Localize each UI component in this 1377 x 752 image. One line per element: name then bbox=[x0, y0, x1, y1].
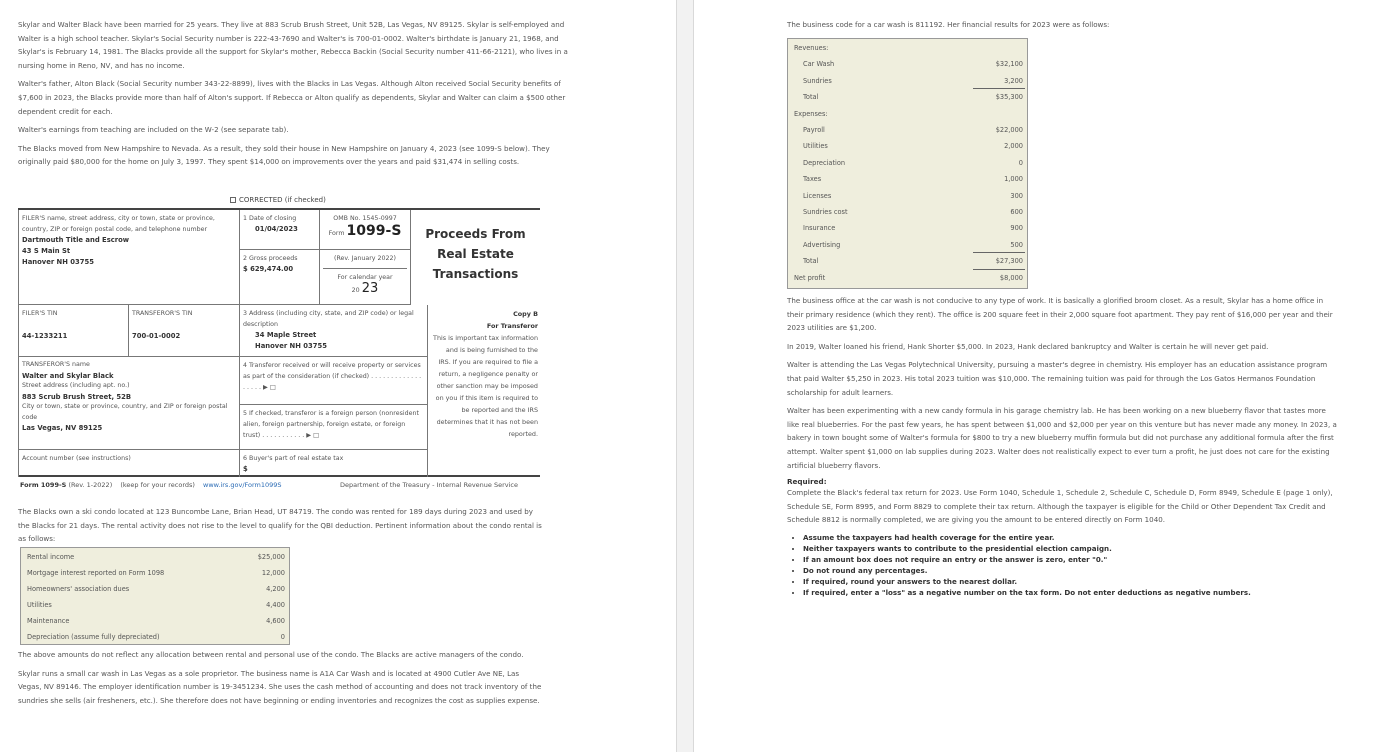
table-row bbox=[21, 613, 289, 629]
list-item: • If an amount box does not require an entry or the answer is zero, enter "0." bbox=[803, 554, 1337, 565]
transferor-tin-cell: TRANSFEROR'S TIN 700-01-0002 bbox=[129, 305, 240, 357]
row-value: 4,200 bbox=[266, 585, 285, 593]
row-label: Depreciation (assume fully depreciated) bbox=[27, 633, 160, 641]
row-value: 4,400 bbox=[266, 601, 285, 609]
instructions-list bbox=[803, 532, 1337, 598]
copy-b-notice: Copy B For Transferor This is important tax information and is being furnished to the IRS. If you are required to file a return, a negligence penalty or other sanction may be imposed on you if this item is required to be reported and the IRS determines that it has not been reported. bbox=[433, 310, 538, 438]
row-value: 500 bbox=[1010, 240, 1023, 249]
row-value: 12,000 bbox=[261, 569, 285, 577]
corrected-checkbox[interactable] bbox=[230, 197, 236, 203]
row-label: Sundries cost bbox=[803, 208, 848, 216]
transferor-street: 883 Scrub Brush Street, 52B bbox=[22, 392, 132, 401]
row-value: $22,000 bbox=[995, 126, 1023, 134]
row-value: $35,300 bbox=[995, 93, 1023, 102]
row-label: Taxes bbox=[803, 175, 822, 184]
transferor-info-cell: TRANSFEROR'S name Walter and Skylar Black Street address (including apt. no.) 883 Scrub Brush Street, 52B City or town, state or province, country, and ZIP or foreign postal code Las Vegas, NV 89125 bbox=[18, 357, 240, 450]
box-5-foreign-person: 5 If checked, transferor is a foreign person (nonresident alien, foreign partnership, foreign estate, or foreign trust) . . . . . . . . . . . ▶ □ bbox=[240, 405, 428, 450]
filer-tin: 44-1233211 bbox=[22, 332, 68, 340]
row-label: Car Wash bbox=[803, 60, 835, 69]
filer-name: Dartmouth Title and Escrow bbox=[22, 236, 130, 244]
row-value: 900 bbox=[1010, 224, 1023, 233]
row-label: Utilities bbox=[803, 142, 828, 151]
table-row bbox=[788, 155, 1027, 171]
row-label: Advertising bbox=[803, 240, 841, 249]
table-row bbox=[21, 597, 289, 613]
form-1099s bbox=[18, 208, 540, 477]
irs-form-link[interactable]: www.irs.gov/Form1099S bbox=[203, 481, 282, 489]
table-row bbox=[21, 629, 289, 645]
condo-rental-table bbox=[20, 547, 290, 645]
row-value: $25,000 bbox=[257, 553, 285, 561]
row-value: 0 bbox=[1018, 158, 1023, 167]
table-row bbox=[788, 237, 1027, 253]
business-code-intro: The business code for a car wash is 811192. Her financial results for 2023 were as follows: bbox=[787, 20, 1110, 29]
transferor-tin: 700-01-0002 bbox=[132, 332, 181, 340]
table-row bbox=[788, 56, 1027, 72]
box-1-date-of-closing: 1 Date of closing 01/04/2023 bbox=[240, 210, 320, 250]
row-value: 300 bbox=[1010, 191, 1023, 200]
table-row bbox=[788, 106, 1027, 122]
intro-text bbox=[18, 18, 573, 169]
row-value: 600 bbox=[1010, 208, 1023, 216]
paragraph: Skylar and Walter Black have been married for 25 years. They live at 883 Scrub Brush Street, Unit 52B, Las Vegas, NV 89125. Skylar is self-employed and Walter is a high school teacher. Skylar's Social Security number is 222-43-7690 and Walter's is 700-01-0002. Walter's birthdate is January 21, 1968, and Skylar's is February 14, 1981. The Blacks provide all the support for Skylar's mother, Rebecca Backin (Social Security number 411-66-2121), who lives in a nursing home in Reno, NV, and has no income. bbox=[18, 20, 568, 70]
table-row bbox=[21, 565, 289, 581]
table-row bbox=[788, 40, 1027, 56]
box-4-property-received: 4 Transferor received or will receive property or services as part of the consideration (if checked) . . . . . . . . . . . . . . . . . . ▶ □ bbox=[240, 357, 428, 405]
row-value: 2,000 bbox=[1004, 142, 1023, 151]
list-item: • Assume the taxpayers had health coverage for the entire year. bbox=[803, 532, 1337, 543]
table-row bbox=[788, 73, 1027, 89]
account-number-cell: Account number (see instructions) bbox=[18, 450, 240, 477]
row-label: Total bbox=[803, 93, 819, 102]
paragraph: Walter's earnings from teaching are included on the W-2 (see separate tab). bbox=[18, 125, 289, 135]
row-label: Payroll bbox=[803, 126, 825, 134]
row-label: Net profit bbox=[794, 273, 826, 282]
table-row bbox=[788, 188, 1027, 204]
filer-address-2: Hanover NH 03755 bbox=[22, 258, 94, 266]
row-label: Revenues: bbox=[794, 44, 829, 52]
filer-address-1: 43 S Main St bbox=[22, 247, 71, 255]
table-row bbox=[788, 253, 1027, 269]
row-value: 4,600 bbox=[266, 617, 285, 625]
filer-tin-cell: FILER'S TIN 44-1233211 bbox=[18, 305, 129, 357]
row-value: $8,000 bbox=[999, 273, 1023, 282]
form-title: Proceeds From Real Estate Transactions bbox=[425, 227, 526, 281]
row-value: $32,100 bbox=[995, 60, 1023, 69]
box-2-gross-proceeds: 2 Gross proceeds $ 629,474.00 bbox=[240, 250, 320, 305]
table-row bbox=[788, 171, 1027, 187]
row-value: 1,000 bbox=[1004, 175, 1023, 184]
list-item: • Do not round any percentages. bbox=[803, 565, 1337, 576]
row-label: Utilities bbox=[27, 601, 52, 609]
right-paragraphs: The business office at the car wash is not conducive to any type of work. It is basically a glorified broom closet. As a result, Skylar has a home office in their primary residence (which they rent). The office is 200 square feet in their 2,000 square foot apartment. They pay rent of $16,000 per year and their 2023 utilities are $1,200. In 2019, Walter loaned his friend, Hank Shorter $5,000. In 2023, Hank declared bankruptcy and Walter is certain he will never get paid. Walter is attending the Las Vegas Polytechnical University, pursuing a master's degree in chemistry. His employer has an education assistance program that paid Walter $5,250 in 2023. His total 2023 tuition was $10,000. The remaining tuition was paid for through the Los Gatos Hermanos Foundation scholarship for adult learners. Walter has been experimenting with a new candy formula in his garage chemistry lab. He has been working on a new blueberry flavor that tastes more like real blueberries. For the past few years, he has spent between $1,000 and $2,000 per year on this venture but has never made any money. In 2023, a bakery in town bought some of Walter's formula for $800 to try a new blueberry muffin formula but did not purchase any additional formula after the first attempt. Walter spent $1,000 on lab supplies during 2023. Walter does not realistically expect to ever turn a profit, he just does not care for the existing artificial blueberry flavors. Required: Complete the Black's federal tax return for 2023. Use Form 1040, Schedule 1, Schedule 2, Schedule C, Schedule D, Form 8949, Schedule E (page 1 only), Schedule SE, Form 8995, and Form 8829 to complete their tax return. Although the taxpayer is eligible for the Child or Other Dependent Tax Credit and Schedule 8812 is normally completed, we are giving you the amount to be entered directly on Form 1040. • Assume the taxpayers had health coverage for the entire year. • Neither taxpayers wants to contribute to the presidential election campaign. • If an amount box does not require an entry or the answer is zero, enter "0." • Do not round any percentages. • If required, round your answers to the nearest dollar. • If required, enter a "loss" as a negative number on the tax form. Do not enter deductions as negative numbers. bbox=[787, 294, 1337, 598]
row-label: Expenses: bbox=[794, 109, 828, 118]
car-wash-description: The above amounts do not reflect any allocation between rental and personal use of the condo. The Blacks are active managers of the condo. Skylar runs a small car wash in Las Vegas as a sole proprietor. The business name is A1A Car Wash and is located at 4900 Cutler Ave NE, Las Vegas, NV 89146. The employer identification number is 19-3451234. She uses the cash method of accounting and does not track inventory of the sundries she sells (air fresheners, etc.). She therefore does not have beginning or ending inventories and recognizes the cost as supplies expense. bbox=[18, 650, 542, 705]
form-name: 1099-S bbox=[346, 223, 402, 239]
required-text: Complete the Black's federal tax return for 2023. Use Form 1040, Schedule 1, Schedule 2, Schedule C, Schedule D, Form 8949, Schedule E (page 1 only), Schedule SE, Form 8995, and Form 8829 to complete their tax return. Although the taxpayer is eligible for the Child or Other Dependent Tax Credit and Schedule 8812 is normally completed, we are giving you the amount to be entered directly on Form 1040. bbox=[787, 488, 1333, 525]
table-row bbox=[788, 204, 1027, 220]
paragraph: The Blacks moved from New Hampshire to Nevada. As a result, they sold their house in New Hampshire on January 4, 2023 (see 1099-S below). They originally paid $80,000 for the home on July 3, 1997. They spent $14,000 on improvements over the years and paid $31,474 in selling costs. bbox=[18, 143, 550, 167]
table-row bbox=[788, 138, 1027, 154]
required-heading: Required: bbox=[787, 477, 827, 487]
filer-name-cell: FILER'S name, street address, city or town, state or province, country, ZIP or foreign postal code, and telephone number Dartmouth Title and Escrow 43 S Main St Hanover NH 03755 bbox=[18, 210, 240, 305]
row-label: Insurance bbox=[803, 224, 836, 233]
car-wash-financials-table bbox=[787, 38, 1028, 289]
calendar-year: 23 bbox=[361, 281, 379, 296]
box-6-buyer-tax: 6 Buyer's part of real estate tax $ bbox=[240, 450, 428, 477]
row-label: Sundries bbox=[803, 76, 832, 85]
paragraph: Walter's father, Alton Black (Social Security number 343-22-8899), lives with the Blacks in Las Vegas. Although Alton received Social Security benefits of $7,600 in 2023, the Blacks provide more than half of Alton's support. If Rebecca or Alton qualify as dependents, Skylar and Walter can claim a $500 other dependent credit for each. bbox=[18, 79, 566, 116]
row-value: $27,300 bbox=[995, 257, 1023, 266]
box-3-address: 3 Address (including city, state, and ZIP code) or legal description 34 Maple Street Hanover NH 03755 bbox=[240, 305, 428, 357]
omb-form-name-cell: OMB No. 1545-0997 Form 1099-S bbox=[320, 210, 411, 250]
row-label: Depreciation bbox=[803, 158, 846, 167]
row-value: 0 bbox=[280, 633, 285, 641]
row-label: Total bbox=[803, 257, 819, 266]
row-label: Homeowners' association dues bbox=[27, 585, 130, 593]
row-label: Mortgage interest reported on Form 1098 bbox=[27, 569, 165, 577]
transferor-name: Walter and Skylar Black bbox=[22, 371, 114, 380]
list-item: • If required, round your answers to the nearest dollar. bbox=[803, 576, 1337, 587]
corrected-checkbox-line: CORRECTED (if checked) bbox=[230, 196, 326, 204]
condo-description: The Blacks own a ski condo located at 123 Buncombe Lane, Brian Head, UT 84719. The condo was rented for 189 days during 2023 and used by the Blacks for 21 days. The rental activity does not rise to the level to qualify for the QBI deduction. Pertinent information about the condo rental is as follows: bbox=[18, 507, 542, 544]
list-item: • Neither taxpayers wants to contribute to the presidential election campaign. bbox=[803, 543, 1337, 554]
table-row bbox=[788, 122, 1027, 138]
table-row bbox=[21, 549, 289, 565]
calendar-year-cell: (Rev. January 2022) For calendar year 20 23 bbox=[320, 250, 411, 305]
row-value: 3,200 bbox=[1004, 76, 1023, 85]
table-row bbox=[788, 89, 1027, 105]
row-label: Rental income bbox=[27, 553, 75, 561]
page-gutter bbox=[676, 0, 694, 752]
form-footer: Form 1099-S (Rev. 1-2022) (keep for your records) www.irs.gov/Form1099S Department of the Treasury - Internal Revenue Service bbox=[20, 481, 519, 489]
table-row bbox=[788, 270, 1027, 286]
row-label: Maintenance bbox=[27, 617, 70, 625]
transferor-city: Las Vegas, NV 89125 bbox=[22, 424, 103, 432]
row-label: Licenses bbox=[803, 191, 832, 200]
list-item: • If required, enter a "loss" as a negative number on the tax form. Do not enter deductions as negative numbers. bbox=[803, 587, 1337, 598]
table-row bbox=[21, 581, 289, 597]
table-row bbox=[788, 220, 1027, 236]
